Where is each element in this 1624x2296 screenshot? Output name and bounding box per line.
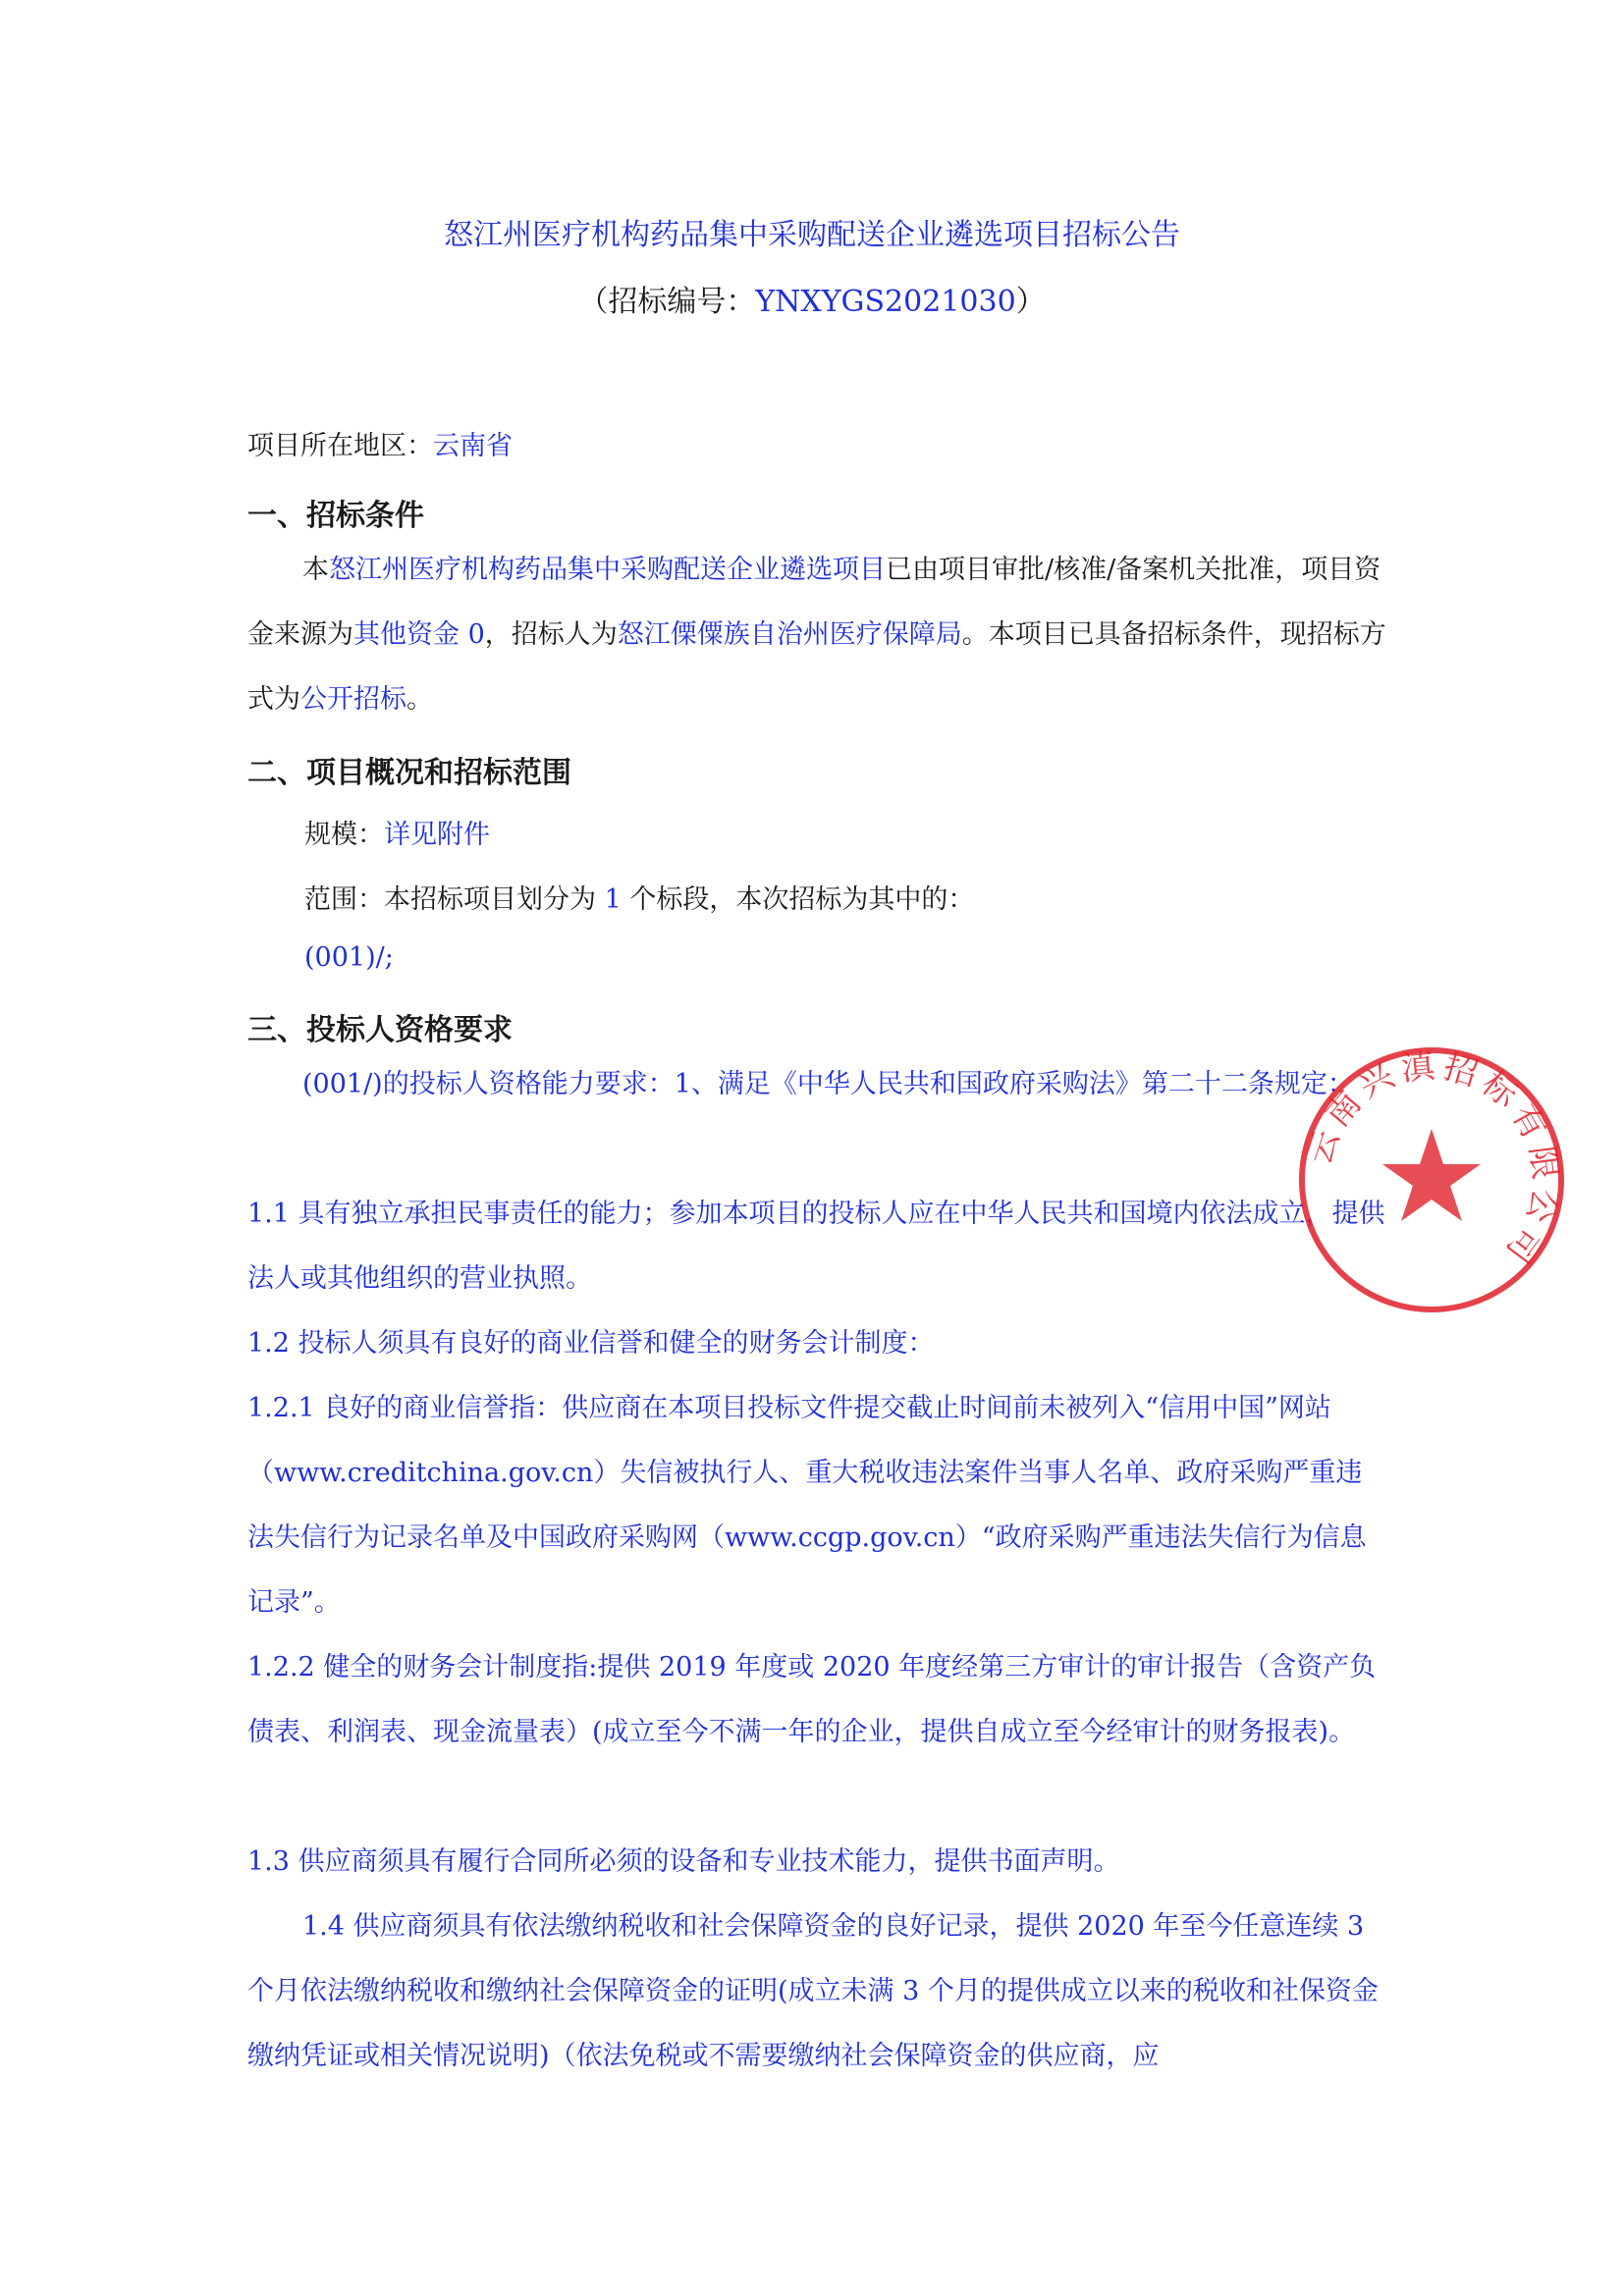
s3-paragraph-6: 1.3 供应商须具有履行合同所必须的设备和专业技术能力，提供书面声明。	[247, 1846, 1120, 1877]
scale-line	[304, 813, 490, 851]
s3-paragraph-1: (001/)的投标人资格能力要求：1、满足《中华人民共和国政府采购法》第二十二条规定：	[302, 1069, 1354, 1099]
document-title: 怒江州医疗机构药品集中采购配送企业遴选项目招标公告	[444, 218, 1180, 252]
s3-paragraph-2: 1.1 具有独立承担民事责任的能力；参加本项目的投标人应在中华人民共和国境内依法成立，提供法人或其他组织的营业执照。	[247, 1199, 1385, 1294]
tender-code: YNXYGS2021030	[755, 285, 1016, 319]
company-seal-stamp	[1294, 1042, 1569, 1317]
scale-label: 规模：	[304, 820, 384, 850]
region-line	[247, 424, 513, 462]
range-line	[304, 878, 974, 916]
code-suffix: ）	[1015, 285, 1046, 319]
section-1-heading: 一、招标条件	[247, 499, 424, 533]
section-3-heading: 三、投标人资格要求	[247, 1013, 513, 1047]
region-label: 项目所在地区：	[247, 431, 433, 461]
s1-text-3: ，招标人为	[484, 619, 618, 650]
tender-method: 公开招标	[300, 684, 406, 715]
s3-paragraph-7: 1.4 供应商须具有依法缴纳税收和社会保障资金的良好记录，提供 2020 年至今任意连续 3 个月依法缴纳税收和缴纳社会保障资金的证明(成立未满 3 个月的提供成立以来的税收和社保资金缴纳凭证或相关情况说明)（依法免税或不需要缴纳社会保障资金的供应商，应	[247, 1911, 1379, 2071]
lot-count: 1	[604, 884, 622, 915]
s1-text-2: 已由项目审批/核准/备案机关批准，项目资金来源为	[247, 555, 1381, 650]
fund-source: 其他资金 0	[353, 619, 485, 650]
s1-text-1: 本	[302, 555, 329, 585]
region-value: 云南省	[433, 431, 513, 461]
project-name: 怒江州医疗机构药品集中采购配送企业遴选项目	[329, 555, 886, 585]
tenderer-name: 怒江傈僳族自治州医疗保障局	[617, 619, 962, 650]
range-label: 范围：本招标项目划分为	[304, 884, 596, 915]
s3-paragraph-5: 1.2.2 健全的财务会计制度指:提供 2019 年度或 2020 年度经第三方审计的审计报告（含资产负债表、利润表、现金流量表）(成立至今不满一年的企业，提供自成立至今经审计的财务报表)。	[247, 1652, 1377, 1747]
s1-text-4: 。本项目已具备招标条件，现招标方式为	[247, 619, 1386, 715]
s3-paragraph-3: 1.2 投标人须具有良好的商业信誉和健全的财务会计制度：	[247, 1328, 935, 1359]
code-prefix: （招标编号：	[578, 285, 756, 319]
section-2-heading: 二、项目概况和招标范围	[247, 756, 571, 790]
section-1-paragraph	[247, 538, 1386, 732]
s1-text-5: 。	[406, 684, 433, 715]
seal-star-icon	[1382, 1129, 1481, 1221]
lot-line: (001)/;	[304, 942, 394, 973]
s3-paragraph-4: 1.2.1 良好的商业信誉指：供应商在本项目投标文件提交截止时间前未被列入“信用中国”网站（www.creditchina.gov.cn）失信被执行人、重大税收违法案件当事人名单、政府采购严重违法失信行为记录名单及中国政府采购网（www.ccgp.gov.cn）“政府采购严重违法失信行为信息记录”。	[247, 1393, 1367, 1618]
seal-text: 云南兴滇招标有限公司	[1299, 1045, 1566, 1275]
scale-value: 详见附件	[384, 820, 490, 850]
range-rest: 个标段，本次招标为其中的：	[629, 884, 975, 915]
tender-code-line	[0, 277, 1624, 320]
